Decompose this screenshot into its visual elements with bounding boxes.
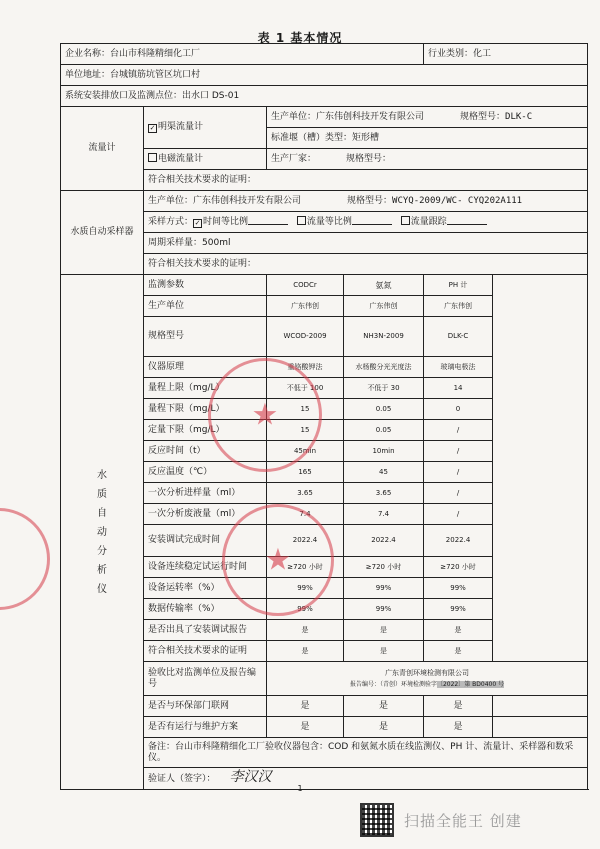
- analyzer-label-char: 分: [97, 545, 107, 557]
- flow-ratio-checkbox[interactable]: [297, 216, 306, 225]
- stamp-star-icon: ★: [251, 397, 279, 433]
- column-header: 氨氮: [344, 275, 424, 296]
- red-seal-stamp: [222, 504, 334, 616]
- address-row: [61, 65, 588, 86]
- table-row: 设备运转率（%） 99% 99% 99%: [61, 578, 588, 599]
- qr-code-icon: [360, 803, 394, 837]
- electromagnetic-checkbox[interactable]: [148, 153, 157, 162]
- flowmeter-cert: 符合相关技术要求的证明：: [144, 170, 588, 191]
- report-prefix: 报告编号：（青创）环境检测验字: [349, 680, 437, 688]
- table-row: 一次分析进样量（ml） 3.65 3.65 /: [61, 483, 588, 504]
- table-row: 安装调试完成时间 2022.4 2022.4 2022.4: [61, 525, 588, 557]
- weir-value: 矩形槽: [352, 132, 380, 143]
- sampler-section-label: 水质自动采样器: [61, 191, 144, 275]
- network-row: 是否与环保部门联网 是 是 是: [61, 696, 588, 717]
- company-label: 企业名称：: [65, 48, 111, 59]
- analyzer-label-char: 自: [97, 507, 107, 519]
- sampling-method-label: 采样方式：: [148, 217, 194, 227]
- page-number: 1: [297, 784, 303, 793]
- analyzer-label-char: 水: [97, 469, 107, 481]
- table-row: 定量下限（mg/L） 15 0.05 /: [61, 420, 588, 441]
- analyzer-label-char: 析: [97, 564, 107, 576]
- verifier-label: 验证人（签字）：: [148, 774, 216, 784]
- sampler-row-1: [61, 191, 588, 212]
- basic-info-table: [60, 43, 588, 790]
- table-row: 一次分析废液量（ml） 7.4 7.4 /: [61, 504, 588, 525]
- weir-label: 标准堰（槽）类型：: [271, 132, 353, 143]
- table-row: 量程上限（mg/L） 不低于 100 不低于 30 14: [61, 378, 588, 399]
- flow-model-value: DLK-C: [505, 111, 533, 122]
- table-row: 数据传输率（%） 99% 99% 99%: [61, 599, 588, 620]
- address-label: 单位地址：: [65, 69, 111, 80]
- column-header: CODCr: [267, 275, 344, 296]
- maintenance-row: 是否有运行与维护方案 是 是 是: [61, 717, 588, 738]
- flowmeter-section-label: 流量计: [61, 107, 144, 191]
- sampler-model-label: 规格型号：: [347, 195, 393, 206]
- watermark-text: 扫描全能王 创建: [404, 811, 522, 830]
- flow-model-label: 规格型号：: [460, 111, 506, 122]
- volume-value: 500ml: [202, 237, 231, 248]
- electromagnetic-label: 电磁流量计: [158, 154, 204, 164]
- acceptance-label: 验收比对监测单位及报告编号: [144, 662, 267, 696]
- open-channel-checkbox[interactable]: ✓: [149, 124, 156, 132]
- table-title: 表 1 基本情况: [257, 31, 343, 45]
- open-channel-label: 明渠流量计: [158, 122, 204, 132]
- flow-tracking-label: 流量跟踪: [410, 217, 447, 227]
- flow-tracking-checkbox[interactable]: [401, 216, 410, 225]
- stamp-star-icon: ★: [264, 542, 292, 578]
- column-header: 监测参数: [144, 275, 267, 296]
- table-row: 仪器原理 重铬酸钾法 水杨酸分光光度法 玻璃电极法: [61, 357, 588, 378]
- outlet-value: 出水口 DS-01: [182, 90, 240, 101]
- analyzer-label-char: 动: [97, 526, 107, 538]
- network-label: 是否与环保部门联网: [144, 696, 267, 717]
- table-row: 量程下限（mg/L） 15 0.05 0: [61, 399, 588, 420]
- analyzer-label-char: 仪: [97, 583, 107, 595]
- table-row: 符合相关技术要求的证明 是 是 是: [61, 641, 588, 662]
- flowmeter-row-1: [61, 107, 588, 128]
- table-row: 是否出具了安装调试报告 是 是 是: [61, 620, 588, 641]
- analyzer-label-char: 质: [97, 488, 107, 500]
- time-ratio-label: 时间等比例: [203, 217, 249, 227]
- sampler-maker-label: 生产单位：: [148, 195, 194, 206]
- table-row: 反应时间（t） 45min 10min /: [61, 441, 588, 462]
- company-value: 台山市科隆精细化工厂: [110, 48, 201, 59]
- em-model-label: 规格型号：: [346, 153, 392, 164]
- volume-label: 周期采样量：: [148, 237, 203, 248]
- verifier-signature: 李汉汉: [229, 769, 272, 785]
- scanner-watermark: [360, 803, 522, 837]
- sampler-maker-value: 广东伟创科技开发有限公司: [193, 195, 302, 206]
- acceptance-unit: 广东青创环境检测有限公司: [385, 668, 470, 677]
- sampler-cert: 符合相关技术要求的证明：: [144, 254, 588, 275]
- note-text: 备注：台山市科隆精细化工厂验收仪器包含：COD 和氨氮水质在线监测仪、PH 计、流量计、采样器和数采仪。: [144, 738, 588, 768]
- industry-label: 行业类别：: [428, 48, 474, 59]
- flow-ratio-label: 流量等比例: [306, 217, 352, 227]
- flow-maker-label: 生产单位：: [271, 111, 317, 122]
- address-value: 台城镇筋坑管区坑口村: [110, 69, 201, 80]
- outlet-label: 系统安装排放口及监测点位：: [65, 90, 183, 101]
- table-row: 生产单位 广东伟创 广东伟创 广东伟创: [61, 296, 588, 317]
- maintenance-label: 是否有运行与维护方案: [144, 717, 267, 738]
- industry-value: 化工: [473, 48, 492, 59]
- em-maker-label: 生产厂家：: [271, 153, 317, 164]
- analyzer-header-row: [61, 275, 588, 296]
- outlet-row: [61, 86, 588, 107]
- table-row: 设备连续稳定试运行时间 ≥720 小时 ≥720 小时 ≥720 小时: [61, 557, 588, 578]
- column-header: PH 计: [424, 275, 493, 296]
- table-row: 反应温度（℃） 165 45 /: [61, 462, 588, 483]
- analyzer-section-label: [61, 275, 144, 790]
- time-ratio-checkbox[interactable]: ✓: [194, 219, 201, 227]
- flow-maker-value: 广东伟创科技开发有限公司: [316, 111, 425, 122]
- red-seal-stamp: [208, 358, 322, 472]
- company-row: [61, 44, 588, 65]
- report-number: 〔2022〕第 BD0400 号: [436, 680, 505, 688]
- table-row: 规格型号 WCOD-2009 NH3N-2009 DLK-C: [61, 317, 588, 357]
- sampler-model-value: WCYQ-2009/WC- CYQ202A111: [392, 195, 523, 206]
